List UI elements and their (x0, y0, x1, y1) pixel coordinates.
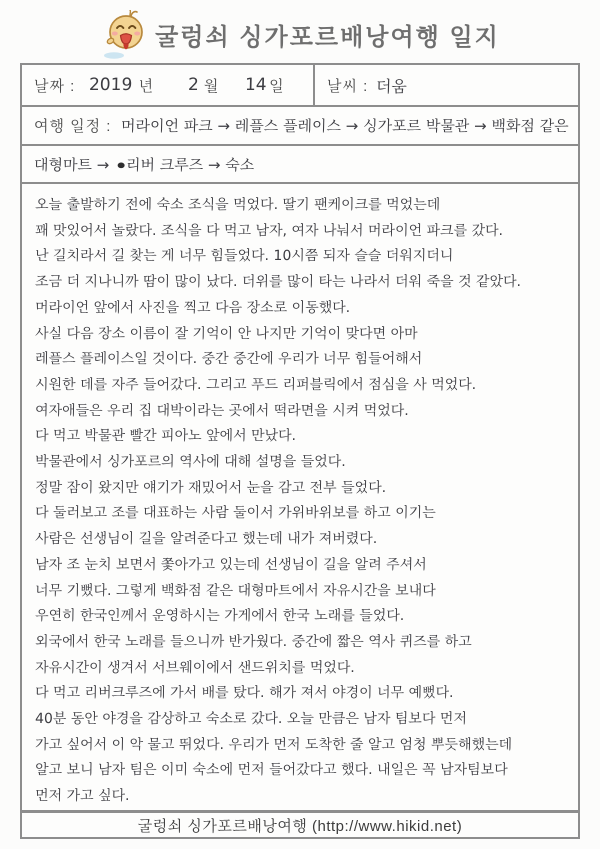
diary-sheet (20, 63, 580, 812)
ink-scribble: ● (116, 156, 124, 172)
date-year-value: 2019 (89, 75, 133, 95)
itinerary-line-2-prefix: 대형마트 → (33, 155, 110, 174)
itinerary-row-2 (22, 146, 578, 184)
chick-mascot-icon (100, 10, 152, 60)
diary-line: 40분 동안 야경을 감상하고 숙소로 갔다. 오늘 만큼은 남자 팀보다 먼저 (34, 711, 468, 728)
month-suffix: 월 (203, 77, 220, 95)
weather-cell (315, 65, 578, 105)
diary-line: 우연히 한국인께서 운영하시는 가게에서 한국 노래를 들었다. (34, 608, 405, 625)
page-title: 굴렁쇠 싱가포르배낭여행 일지 (155, 23, 500, 51)
diary-line: 사람은 선생님이 길을 알려준다고 했는데 내가 져버렸다. (34, 531, 378, 548)
itinerary-line-2-suffix: 리버 크루즈 → 숙소 (125, 155, 255, 174)
date-weather-row (22, 65, 578, 107)
diary-line: 난 길치라서 길 찾는 게 너무 힘들었다. 10시쯤 되자 슬슬 더워지더니 (34, 248, 454, 265)
diary-line: 가고 싶어서 이 악 물고 뛰었다. 우리가 먼저 도착한 줄 알고 엄청 뿌듯해했는데 (34, 736, 513, 753)
diary-line: 남자 조 눈치 보면서 쫓아가고 있는데 선생님이 길을 알려 주셔서 (34, 556, 427, 573)
weather-value: 더움 (376, 76, 408, 96)
diary-line: 오늘 출발하기 전에 숙소 조식을 먹었다. 딸기 팬케이크를 먹었는데 (34, 197, 441, 213)
diary-line: 다 둘러보고 조를 대표하는 사람 둘이서 가위바위보를 하고 이기는 (34, 505, 436, 522)
diary-body (22, 184, 578, 810)
diary-line: 레플스 플레이스일 것이다. 중간 중간에 우리가 너무 힘들어해서 (34, 351, 423, 368)
diary-line: 먼저 가고 싶다. (34, 788, 130, 805)
diary-line: 너무 기뻤다. 그렇게 백화점 같은 대형마트에서 자유시간을 보내다 (34, 582, 436, 599)
diary-line: 알고 보니 남자 팀은 이미 숙소에 먼저 들어갔다고 했다. 내일은 꼭 남자팀보다 (34, 762, 508, 779)
itinerary-label: 여행 일정 : (34, 118, 112, 135)
diary-line: 자유시간이 생겨서 서브웨이에서 샌드위치를 먹었다. (34, 659, 355, 676)
diary-line: 다 먹고 박물관 빨간 피아노 앞에서 만났다. (34, 428, 297, 445)
date-label: 날짜 : (34, 77, 76, 95)
diary-line: 시원한 데를 자주 들어갔다. 그리고 푸드 리퍼블릭에서 점심을 사 먹었다. (34, 376, 477, 393)
page-header (0, 6, 600, 62)
diary-line: 다 먹고 리버크루즈에 가서 배를 탔다. 해가 져서 야경이 너무 예뻤다. (34, 685, 454, 702)
itinerary-line-1: 머라이언 파크 → 레플스 플레이스 → 싱가포르 박물관 → 백화점 같은 (121, 117, 570, 135)
footer-text: 굴렁쇠 싱가포르배낭여행 (http://www.hikid.net) (137, 817, 463, 835)
itinerary-row-1 (22, 107, 578, 146)
year-suffix: 년 (138, 77, 155, 95)
diary-line: 박물관에서 싱가포르의 역사에 대해 설명을 들었다. (34, 454, 346, 471)
date-month-value: 2 (187, 75, 200, 95)
diary-line: 여자애들은 우리 집 대박이라는 곳에서 떡라면을 시켜 먹었다. (34, 402, 409, 419)
diary-line: 머라이언 앞에서 사진을 찍고 다음 장소로 이동했다. (34, 299, 351, 316)
page-footer (20, 811, 580, 839)
diary-line: 조금 더 지나니까 땀이 많이 났다. 더위를 많이 타는 나라서 더워 죽을 것 같았다. (34, 274, 522, 291)
diary-line: 사실 다음 장소 이름이 잘 기억이 안 나지만 기억이 맞다면 아마 (34, 325, 418, 342)
date-day-value: 14 (245, 75, 268, 95)
diary-line: 외국에서 한국 노래를 들으니까 반가웠다. 중간에 짧은 역사 퀴즈를 하고 (34, 633, 472, 650)
date-cell (22, 65, 315, 105)
diary-line: 꽤 맛있어서 놀랐다. 조식을 다 먹고 남자, 여자 나눠서 머라이언 파크를 갔다. (34, 222, 504, 239)
day-suffix: 일 (269, 77, 285, 95)
weather-label: 날씨 : (327, 77, 369, 95)
diary-line: 정말 잠이 왔지만 얘기가 재밌어서 눈을 감고 전부 들었다. (34, 479, 387, 496)
